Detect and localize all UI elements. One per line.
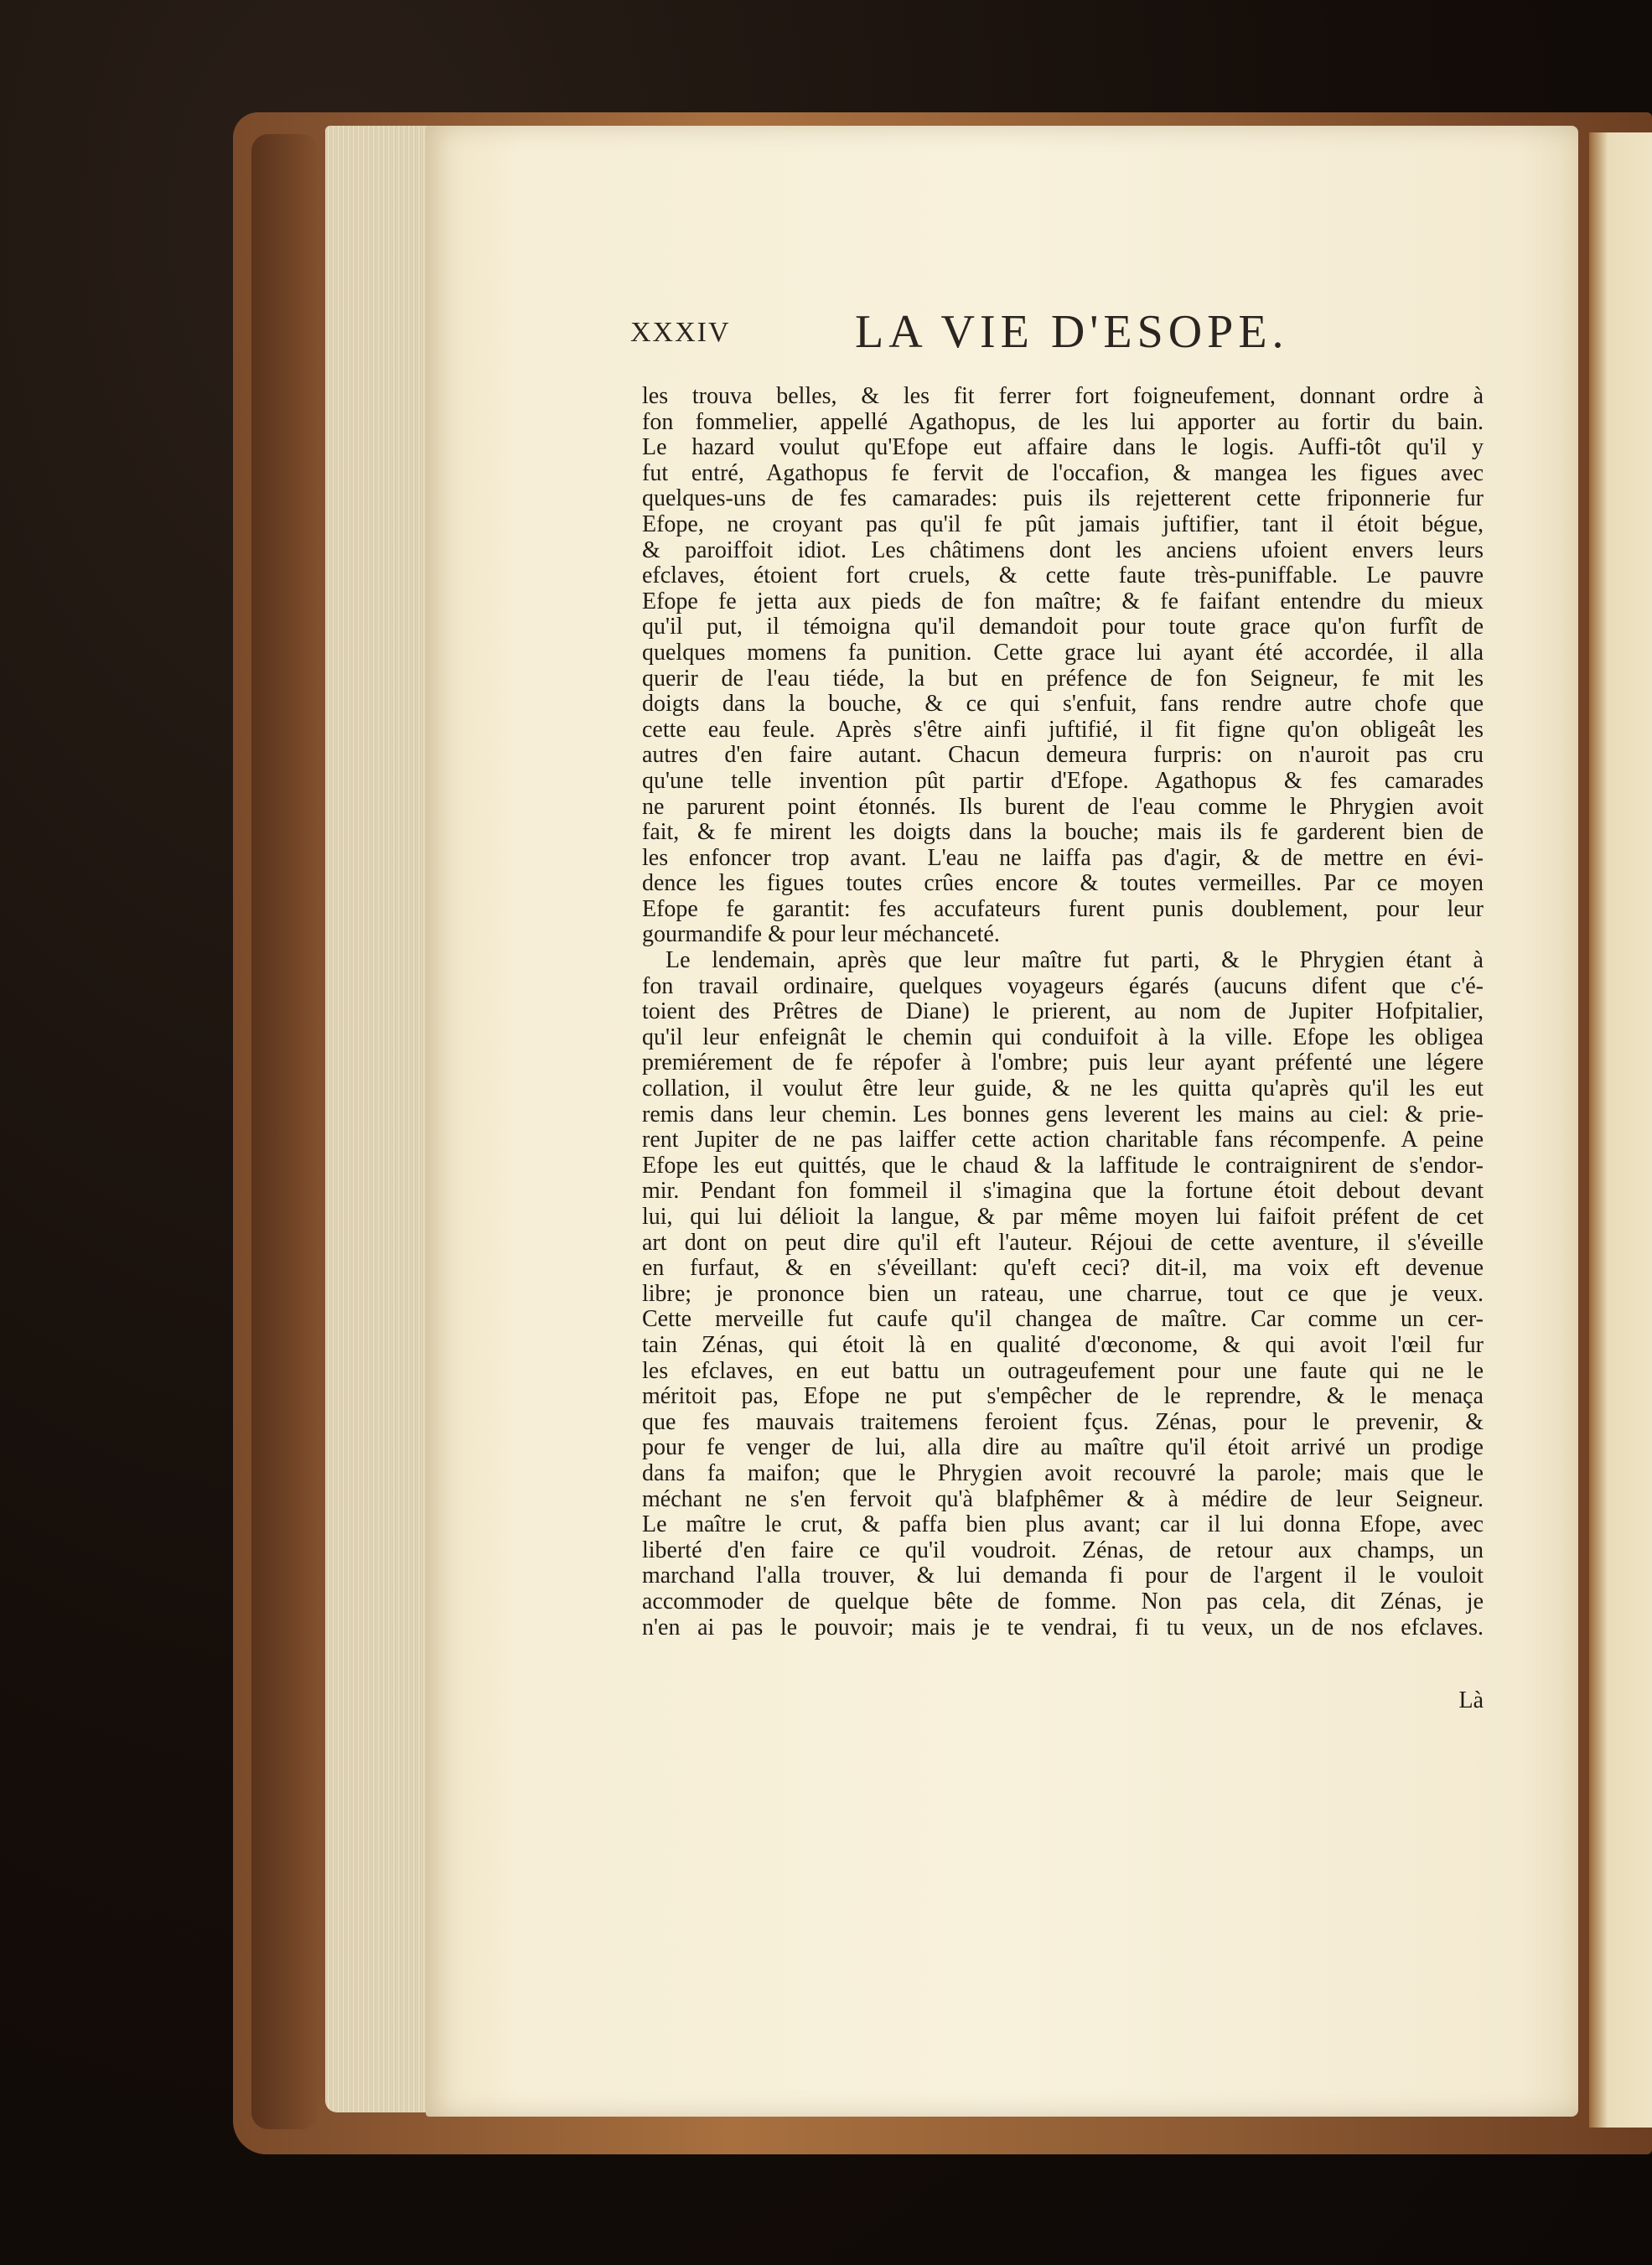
text-line: quelques-uns de fes camarades: puis ils rejetterent cette friponnerie fur (642, 486, 1484, 512)
text-line: & paroiffoit idiot. Les châtimens dont les anciens ufoient envers leurs (642, 537, 1484, 563)
page-edges (325, 126, 434, 2112)
text-line: Cette merveille fut caufe qu'il changea de maître. Car comme un cer- (642, 1307, 1484, 1333)
text-line: liberté d'en faire ce qu'il voudroit. Zénas, de retour aux champs, un (642, 1537, 1484, 1563)
catchword: Là (1458, 1687, 1484, 1713)
text-line: remis dans leur chemin. Les bonnes gens leverent les mains au ciel: & prie- (642, 1101, 1484, 1127)
text-line: qu'il put, il témoigna qu'il demandoit pour toute grace qu'on furfît de (642, 614, 1484, 640)
text-line: n'en ai pas le pouvoir; mais je te vendrai, fi tu veux, un de nos efclaves. (642, 1615, 1484, 1640)
text-line: qu'une telle invention pût partir d'Efope. Agathopus & fes camarades (642, 768, 1484, 794)
text-line: Le maître le crut, & paffa bien plus avant; car il lui donna Efope, avec (642, 1512, 1484, 1538)
text-line: toient des Prêtres de Diane) le prierent, au nom de Jupiter Hofpitalier, (642, 999, 1484, 1025)
body-text (642, 384, 1484, 1640)
text-line: premiérement de fe répofer à l'ombre; puis leur ayant préfenté une légere (642, 1050, 1484, 1076)
text-line: qu'il leur enfeignât le chemin qui conduifoit à la ville. Efope les obligea (642, 1024, 1484, 1050)
text-line: fon fommelier, appellé Agathopus, de les lui apporter au fortir du bain. (642, 409, 1484, 435)
text-line: ne parurent point étonnés. Ils burent de l'eau comme le Phrygien avoit (642, 794, 1484, 820)
text-line: fut entré, Agathopus fe fervit de l'occafion, & mangea les figues avec (642, 460, 1484, 486)
text-line: mir. Pendant fon fommeil il s'imagina que la fortune étoit debout devant (642, 1179, 1484, 1205)
text-line: tain Zénas, qui étoit là en qualité d'œconome, & qui avoit l'œil fur (642, 1332, 1484, 1358)
text-line: méchant ne s'en fervoit qu'à blafphêmer & à médire de leur Seigneur. (642, 1486, 1484, 1512)
text-line: Efope fe garantit: fes accufateurs furent punis doublement, pour leur (642, 896, 1484, 922)
text-line: méritoit pas, Efope ne put s'empêcher de le reprendre, & le menaça (642, 1384, 1484, 1410)
text-line: que fes mauvais traitemens feroient fçus. Zénas, pour le prevenir, & (642, 1409, 1484, 1435)
text-line: rent Jupiter de ne pas laiffer cette action charitable fans récompenfe. A peine (642, 1127, 1484, 1153)
text-line: accommoder de quelque bête de fomme. Non pas cela, dit Zénas, je (642, 1589, 1484, 1615)
text-line: fon travail ordinaire, quelques voyageurs égarés (aucuns difent que c'é- (642, 973, 1484, 999)
text-line: querir de l'eau tiéde, la but en préfence de fon Seigneur, fe mit les (642, 666, 1484, 692)
text-line: en furfaut, & en s'éveillant: qu'eft ceci? dit-il, ma voix eft devenue (642, 1256, 1484, 1282)
cover-shadow (251, 134, 318, 2129)
text-line: lui, qui lui délioit la langue, & par même moyen lui faifoit préfent de cet (642, 1205, 1484, 1230)
page-header (630, 305, 1477, 358)
text-line: efclaves, étoient fort cruels, & cette faute très-puniffable. Le pauvre (642, 563, 1484, 589)
text-line: libre; je prononce bien un rateau, une charrue, tout ce que je veux. (642, 1281, 1484, 1307)
text-line: les trouva belles, & les fit ferrer fort foigneufement, donnant ordre à (642, 384, 1484, 409)
text-line: les enfoncer trop avant. L'eau ne laiffa pas d'agir, & de mettre en évi- (642, 845, 1484, 871)
text-line: Efope les eut quittés, que le chaud & la laffitude le contraignirent de s'endor- (642, 1153, 1484, 1179)
text-line: dans fa maifon; que le Phrygien avoit recouvré la parole; mais que le (642, 1460, 1484, 1486)
running-title: LA VIE D'ESOPE. (855, 306, 1289, 358)
text-line: collation, il voulut être leur guide, & ne les quitta qu'après qu'il les eut (642, 1076, 1484, 1102)
text-line: quelques momens fa punition. Cette grace lui ayant été accordée, il alla (642, 640, 1484, 666)
text-line: art dont on peut dire qu'il eft l'auteur. Réjoui de cette aventure, il s'éveille (642, 1230, 1484, 1256)
text-line: autres d'en faire autant. Chacun demeura furpris: on n'auroit pas cru (642, 743, 1484, 769)
text-line: gourmandife & pour leur méchanceté. (642, 922, 1000, 948)
text-line: les efclaves, en eut battu un outrageufement pour une faute qui ne le (642, 1358, 1484, 1384)
page-number: XXXIV (630, 317, 731, 348)
text-line: Efope, ne croyant pas qu'il fe pût jamais juftifier, tant il étoit bégue, (642, 511, 1484, 537)
text-line: dence les figues toutes crûes encore & toutes vermeilles. Par ce moyen (642, 871, 1484, 897)
text-line: doigts dans la bouche, & ce qui s'enfuit, fans rendre autre chofe que (642, 692, 1484, 718)
text-line: Efope fe jetta aux pieds de fon maître; & fe faifant entendre du mieux (642, 588, 1484, 614)
text-line: Le hazard voulut qu'Efope eut affaire dans le logis. Auffi-tôt qu'il y (642, 435, 1484, 461)
text-line: marchand l'alla trouver, & lui demanda fi pour de l'argent il le vouloit (642, 1563, 1484, 1589)
text-line: Le lendemain, après que leur maître fut parti, & le Phrygien étant à (665, 948, 1484, 974)
facing-page-edge (1589, 132, 1652, 2128)
text-line: cette eau feule. Après s'être ainfi juftifié, il fit figne qu'on obligeât les (642, 717, 1484, 743)
text-line: fait, & fe mirent les doigts dans la bouche; mais ils fe garderent bien de (642, 820, 1484, 846)
text-line: pour fe venger de lui, alla dire au maître qu'il étoit arrivé un prodige (642, 1435, 1484, 1461)
